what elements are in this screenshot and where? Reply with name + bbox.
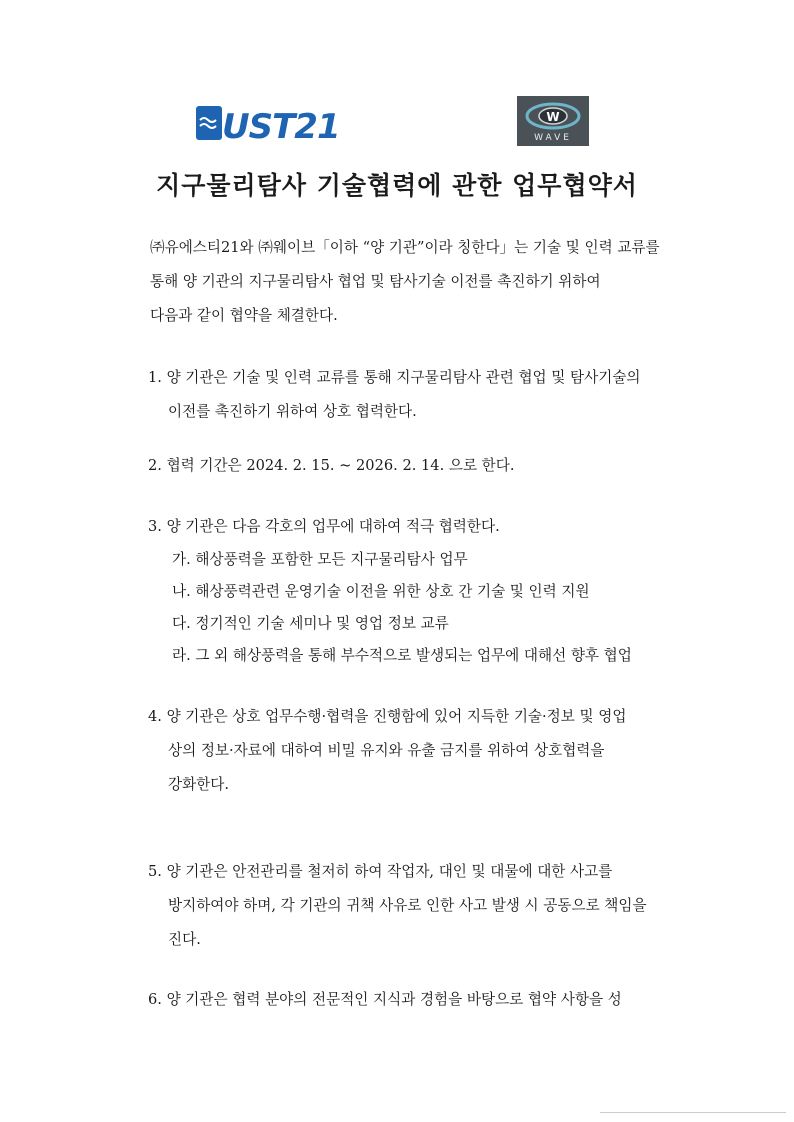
clause-line: 이전를 촉진하기 위하여 상호 협력한다. <box>168 403 417 420</box>
clause-4 <box>148 700 678 802</box>
clause-2 <box>148 449 678 483</box>
clause-line: 6. 양 기관은 협력 분야의 전문적인 지식과 경험을 바탕으로 협약 사항을 성 <box>148 991 622 1008</box>
clause-line: 1. 양 기관은 기술 및 인력 교류를 통해 지구물리탐사 관련 협업 및 탐사기술의 <box>148 369 641 386</box>
intro-line: ㈜유에스티21와 ㈜웨이브「이하 “양 기관”이라 칭한다」는 기술 및 인력 교류를 <box>150 239 660 256</box>
clause-sub-item: 가. 해상풍력을 포함한 모든 지구물리탐사 업무 <box>172 551 468 568</box>
clause-sub-item: 라. 그 외 해상풍력을 통해 부수적으로 발생되는 업무에 대해선 향후 협업 <box>172 647 632 664</box>
ust21-logo-text: UST21 <box>222 107 340 147</box>
wave-logo-badge: W <box>546 110 560 124</box>
wave-logo <box>517 96 589 146</box>
intro-line: 통해 양 기관의 지구물리탐사 협업 및 탐사기술 이전를 촉진하기 위하여 <box>150 273 601 290</box>
ust21-logo <box>196 100 340 147</box>
clause-sub-item: 다. 정기적인 기술 세미나 및 영업 정보 교류 <box>172 615 449 632</box>
clause-1 <box>148 361 678 429</box>
wave-logo-text: WAVE <box>534 133 572 143</box>
page-bottom-rule <box>600 1112 786 1113</box>
clause-line: 5. 양 기관은 안전관리를 철저히 하여 작업자, 대인 및 대물에 대한 사고를 <box>148 863 613 880</box>
clause-3 <box>148 510 678 672</box>
clause-5 <box>148 855 678 957</box>
clause-line: 방지하여야 하며, 각 기관의 귀책 사유로 인한 사고 발생 시 공동으로 책임을 <box>168 897 647 914</box>
clause-6 <box>148 983 678 1017</box>
clause-sub-item: 나. 해상풍력관련 운영기술 이전을 위한 상호 간 기술 및 인력 지원 <box>172 583 590 600</box>
clause-line: 강화한다. <box>168 776 230 793</box>
wave-logo-graphic <box>517 96 589 146</box>
intro-paragraph <box>150 231 670 333</box>
clause-line: 4. 양 기관은 상호 업무수행·협력을 진행함에 있어 지득한 기술·정보 및 영업 <box>148 708 627 725</box>
ust21-logo-graphic <box>196 100 340 147</box>
clause-line: 3. 양 기관은 다음 각호의 업무에 대하여 적극 협력한다. <box>148 518 500 535</box>
clause-line: 진다. <box>168 931 201 948</box>
clause-line: 상의 정보·자료에 대하여 비밀 유지와 유출 금지를 위하여 상호협력을 <box>168 742 605 759</box>
intro-line: 다음과 같이 협약을 체결한다. <box>150 307 338 324</box>
clause-line: 2. 협력 기간은 2024. 2. 15. ~ 2026. 2. 14. 으로 한다. <box>148 457 515 474</box>
document-title: 지구물리탐사 기술협력에 관한 업무협약서 <box>156 171 638 200</box>
